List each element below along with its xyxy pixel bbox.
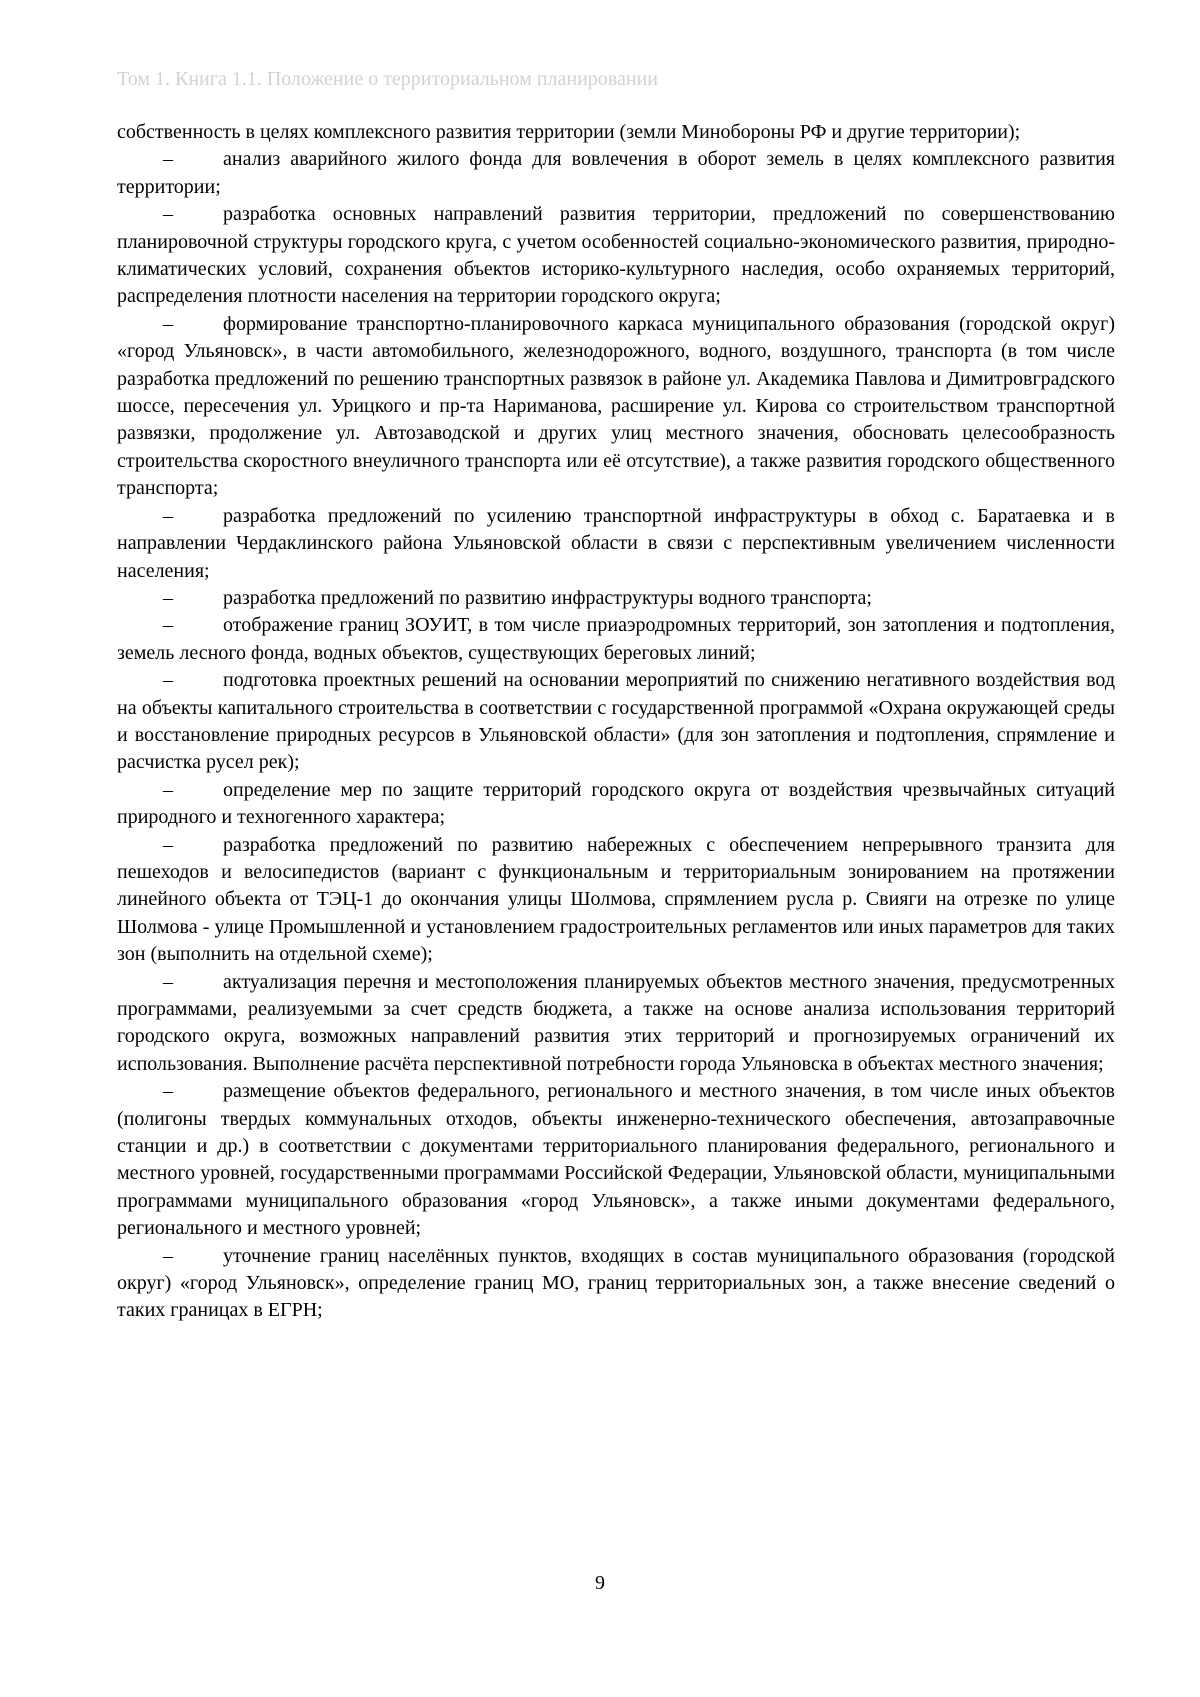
list-item-text: уточнение границ населённых пунктов, входящих в состав муниципального образования (городской округ) «город Ульяновск», определение границ МО, границ территориальных зон, а также внесение сведений о таких границах в ЕГРН; bbox=[117, 1244, 1115, 1322]
list-item-text: размещение объектов федерального, регионального и местного значения, в том числе иных объектов (полигоны твердых коммунальных отходов, объекты инженерно-технического обеспечения, автозаправочные станции и др.) в соответствии с документами территориального планирования федерального, регионального и местного уровней, государственными программами Российской Федерации, Ульяновской области, муниципальными программами муниципального образования «город Ульяновск», а также иными документами федерального, регионального и местного уровней; bbox=[117, 1080, 1115, 1240]
list-item-text: разработка основных направлений развития территории, предложений по совершенствованию планировочной структуры городского круга, с учетом особенностей социально-экономического развития, природно-климатических условий, сохранения объектов историко-культурного наследия, особо охраняемых территорий, распределения плотности населения на территории городского округа; bbox=[117, 203, 1115, 308]
lead-paragraph: собственность в целях комплексного развития территории (земли Минобороны РФ и другие территории); bbox=[117, 121, 1021, 143]
list-item bbox=[117, 777, 1115, 832]
list-item-text: разработка предложений по развитию инфраструктуры водного транспорта; bbox=[223, 586, 872, 609]
list-item bbox=[117, 832, 1115, 969]
list-item-text: разработка предложений по развитию набережных с обеспечением непрерывного транзита для пешеходов и велосипедистов (вариант с функциональным и территориальным зонированием на протяжении линейного объекта от ТЭЦ-1 до окончания улицы Шолмова, спрямлением русла р. Свияги на отрезке по улице Шолмова - улице Промышленной и установлением градостроительных регламентов или иных параметров для таких зон (выполнить на отдельной схеме); bbox=[117, 833, 1115, 966]
list-dash: – bbox=[163, 203, 173, 226]
list-item bbox=[117, 969, 1115, 1079]
list-item-text: разработка предложений по усилению транспортной инфраструктуры в обход с. Баратаевка и в направлении Чердаклинского района Ульяновской области в связи с перспективным увеличением численности населения; bbox=[117, 504, 1115, 582]
list-item bbox=[117, 503, 1115, 585]
list-dash: – bbox=[163, 148, 173, 171]
list-dash: – bbox=[163, 614, 173, 637]
list-item bbox=[117, 311, 1115, 503]
list-item-text: отображение границ ЗОУИТ, в том числе приаэродромных территорий, зон затопления и подтопления, земель лесного фонда, водных объектов, существующих береговых линий; bbox=[117, 614, 1115, 664]
list-dash: – bbox=[163, 1244, 173, 1267]
list-item-text: актуализация перечня и местоположения планируемых объектов местного значения, предусмотренных программами, реализуемыми за счет средств бюджета, а также на основе анализа использования территорий городского округа, возможных направлений развития этих территорий и прогнозируемых ограничений их использования. Выполнение расчёта перспективной потребности города Ульяновска в объектах местного значения; bbox=[117, 970, 1115, 1075]
list-dash: – bbox=[163, 970, 173, 993]
list-dash: – bbox=[163, 669, 173, 692]
list-dash: – bbox=[163, 586, 173, 609]
list-dash: – bbox=[163, 833, 173, 856]
list-item bbox=[117, 1078, 1115, 1242]
list-dash: – bbox=[163, 504, 173, 527]
list-item bbox=[117, 201, 1115, 311]
list-item bbox=[117, 667, 1115, 777]
list-dash: – bbox=[163, 778, 173, 801]
list-dash: – bbox=[163, 1080, 173, 1103]
body-text bbox=[117, 119, 1115, 1325]
list-item bbox=[117, 612, 1115, 667]
list-item-text: формирование транспортно-планировочного каркаса муниципального образования (городской округ) «город Ульяновск», в части автомобильного, железнодорожного, водного, воздушного, транспорта (в том числе разработка предложений по решению транспортных развязок в районе ул. Академика Павлова и Димитровградского шоссе, пересечения ул. Урицкого и пр-та Нариманова, расширение ул. Кирова со строительством транспортной развязки, продолжение ул. Автозаводской и других улиц местного значения, обосновать целесообразность строительства скоростного внеуличного транспорта или её отсутствие), а также развития городского общественного транспорта; bbox=[117, 312, 1115, 500]
list-item-text: анализ аварийного жилого фонда для вовлечения в оборот земель в целях комплексного развития территории; bbox=[117, 148, 1115, 198]
list-item bbox=[117, 585, 1115, 612]
list-item-text: подготовка проектных решений на основании мероприятий по снижению негативного воздействия вод на объекты капитального строительства в соответствии с государственной программой «Охрана окружающей среды и восстановление природных ресурсов в Ульяновской области» (для зон затопления и подтопления, спрямление и расчистка русел рек); bbox=[117, 669, 1115, 774]
page-number: 9 bbox=[595, 1572, 605, 1594]
list-item-text: определение мер по защите территорий городского округа от воздействия чрезвычайных ситуаций природного и техногенного характера; bbox=[117, 778, 1115, 829]
list-item bbox=[117, 1243, 1115, 1325]
list-item bbox=[117, 146, 1115, 201]
running-header: Том 1. Книга 1.1. Положение о территориальном планировании bbox=[117, 68, 658, 90]
list-dash: – bbox=[163, 312, 173, 335]
